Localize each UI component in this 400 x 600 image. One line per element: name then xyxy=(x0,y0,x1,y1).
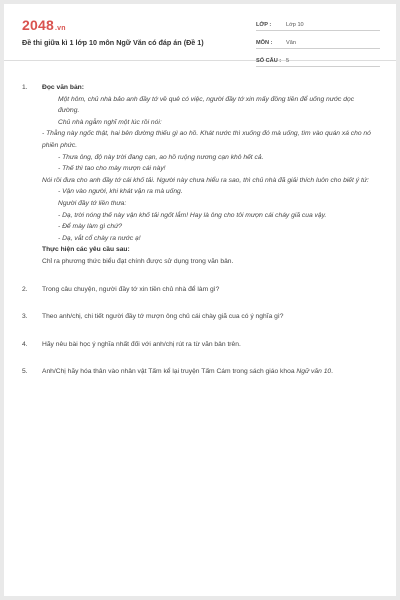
logo-text: 2048 xyxy=(22,17,54,33)
passage-line: - Vận vào người, khi khát vặn ra mà uống. xyxy=(58,188,183,196)
meta-value-subject: Văn xyxy=(286,40,296,46)
passage-line: - Dạ, vắt cổ chày ra nước ạ! xyxy=(58,234,141,242)
site-logo[interactable] xyxy=(22,17,66,33)
question-3 xyxy=(22,311,377,323)
exam-content xyxy=(22,82,377,378)
question-number: 3. xyxy=(22,313,28,321)
task-label: Thực hiện các yêu cầu sau: xyxy=(42,246,130,254)
meta-value-count: 5 xyxy=(286,58,290,64)
question-1 xyxy=(22,82,377,268)
passage-line: - Để mày làm gì chứ? xyxy=(58,223,123,231)
exam-meta-table xyxy=(256,16,380,70)
textbook-title: Ngữ văn 10 xyxy=(296,368,332,376)
meta-row-subject xyxy=(256,34,380,49)
passage-line: - Thế thì tao cho mày mượn cái này! xyxy=(58,165,166,173)
question-number: 1. xyxy=(22,84,28,91)
question-text: Theo anh/chị, chi tiết người đầy tớ mượn ông chủ cái chày giã cua có ý nghĩa gì? xyxy=(42,313,284,321)
meta-label-grade: LỚP : xyxy=(256,22,272,28)
question-text: Trong câu chuyện, người đầy tớ xin tiền chủ nhà để làm gì? xyxy=(42,285,220,293)
question-text: Hãy nêu bài học ý nghĩa nhất đối với anh/chị rút ra từ văn bản trên. xyxy=(42,340,241,348)
meta-row-grade xyxy=(256,16,380,31)
passage-line: Chủ nhà ngẫm nghĩ một lúc rồi nói: xyxy=(58,118,162,126)
exam-title: Đề thi giữa kì 1 lớp 10 môn Ngữ Văn có đáp án (Đề 1) xyxy=(22,38,204,47)
task-1-text: Chỉ ra phương thức biểu đạt chính được sử dụng trong văn bản. xyxy=(42,257,234,265)
question-number: 4. xyxy=(22,340,28,348)
passage-line: Nói rồi đưa cho anh đầy tớ cái khố tải. Người này chưa hiểu ra sao, thì chủ nhà đã giải thích luôn cho biết ý tứ: xyxy=(42,176,369,184)
question-text: Anh/Chị hãy hóa thân vào nhân vật Tấm kể lại truyện Tấm Cám trong sách giáo khoa xyxy=(42,368,295,376)
question-body xyxy=(42,366,377,378)
passage-line: - Thưa ông, độ này trời đang cạn, ao hồ ruộng nương cạn khô hết cả. xyxy=(58,153,264,161)
passage-line: Người đầy tớ liền thưa: xyxy=(58,199,127,207)
question-number: 2. xyxy=(22,285,28,293)
question-2 xyxy=(22,284,377,296)
reading-label: Đọc văn bản: xyxy=(42,84,84,91)
meta-value-grade: Lớp 10 xyxy=(286,22,304,28)
meta-label-subject: MÔN : xyxy=(256,40,273,46)
page-header xyxy=(4,4,396,64)
passage-line: - Dạ, trời nóng thế này vận khố tải ngốt lắm! Hay là ông cho tôi mượn cái cháy giã cua vậy. xyxy=(58,211,327,219)
logo-suffix: .vn xyxy=(54,25,66,32)
question-body xyxy=(42,82,377,268)
exam-page xyxy=(4,4,396,596)
question-end: . xyxy=(331,368,333,376)
passage-line: - Thằng này ngốc thật, hai bên đường thiếu gì ao hồ. Khát nước thì xuống đó mà uống, tìm vào quán xá cho nó phiền phức. xyxy=(42,130,371,149)
meta-label-count: SỐ CÂU : xyxy=(256,58,282,64)
meta-row-count xyxy=(256,52,380,67)
passage-line: Một hôm, chủ nhà bảo anh đầy tớ về quê có việc, người đầy tớ xin mấy đồng tiền để uống nước dọc đường. xyxy=(58,95,355,115)
question-5 xyxy=(22,366,377,378)
question-4 xyxy=(22,339,377,351)
question-number: 5. xyxy=(22,368,28,376)
